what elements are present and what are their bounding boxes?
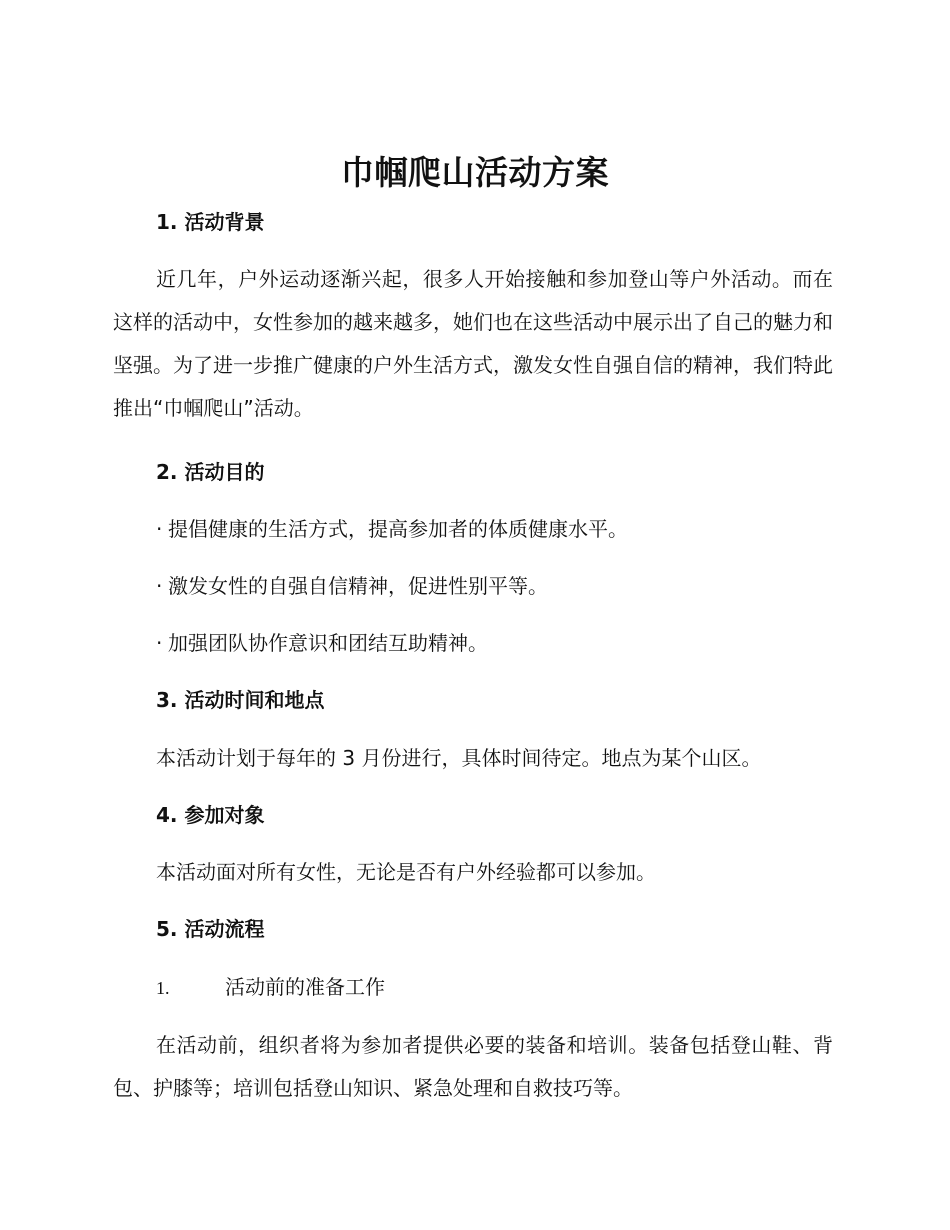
document-title: 巾帼爬山活动方案 xyxy=(341,153,609,192)
bullet-icon: · xyxy=(156,574,163,598)
bullet-item xyxy=(156,571,548,601)
item-number: 1. xyxy=(156,978,170,998)
section-heading-process: 5. 活动流程 xyxy=(156,917,265,941)
section-heading-background: 1. 活动背景 xyxy=(156,210,265,234)
bullet-text: 提倡健康的生活方式，提高参加者的体质健康水平。 xyxy=(168,517,628,541)
bullet-item xyxy=(156,628,488,658)
bullet-item xyxy=(156,514,628,544)
paragraph-background: 近几年，户外运动逐渐兴起，很多人开始接触和参加登山等户外活动。而在这样的活动中，女性参加的越来越多，她们也在这些活动中展示出了自己的魅力和坚强。为了进一步推广健康的户外生活方式，激发女性自强自信的精神，我们特此推出“巾帼爬山”活动。 xyxy=(113,267,833,420)
bullet-icon: · xyxy=(156,631,163,655)
section-heading-time-place: 3. 活动时间和地点 xyxy=(156,688,325,712)
paragraph-participants: 本活动面对所有女性，无论是否有户外经验都可以参加。 xyxy=(156,860,656,884)
paragraph-preparation: 在活动前，组织者将为参加者提供必要的装备和培训。装备包括登山鞋、背包、护膝等；培训包括登山知识、紧急处理和自救技巧等。 xyxy=(113,1033,833,1100)
section-heading-purpose: 2. 活动目的 xyxy=(156,460,265,484)
bullet-text: 加强团队协作意识和团结互助精神。 xyxy=(168,631,488,655)
paragraph-time-place: 本活动计划于每年的 3 月份进行，具体时间待定。地点为某个山区。 xyxy=(156,746,762,770)
numbered-item xyxy=(156,972,385,1003)
bullet-icon: · xyxy=(156,517,163,541)
section-heading-participants: 4. 参加对象 xyxy=(156,803,265,827)
bullet-text: 激发女性的自强自信精神，促进性别平等。 xyxy=(168,574,548,598)
item-label: 活动前的准备工作 xyxy=(225,975,385,999)
